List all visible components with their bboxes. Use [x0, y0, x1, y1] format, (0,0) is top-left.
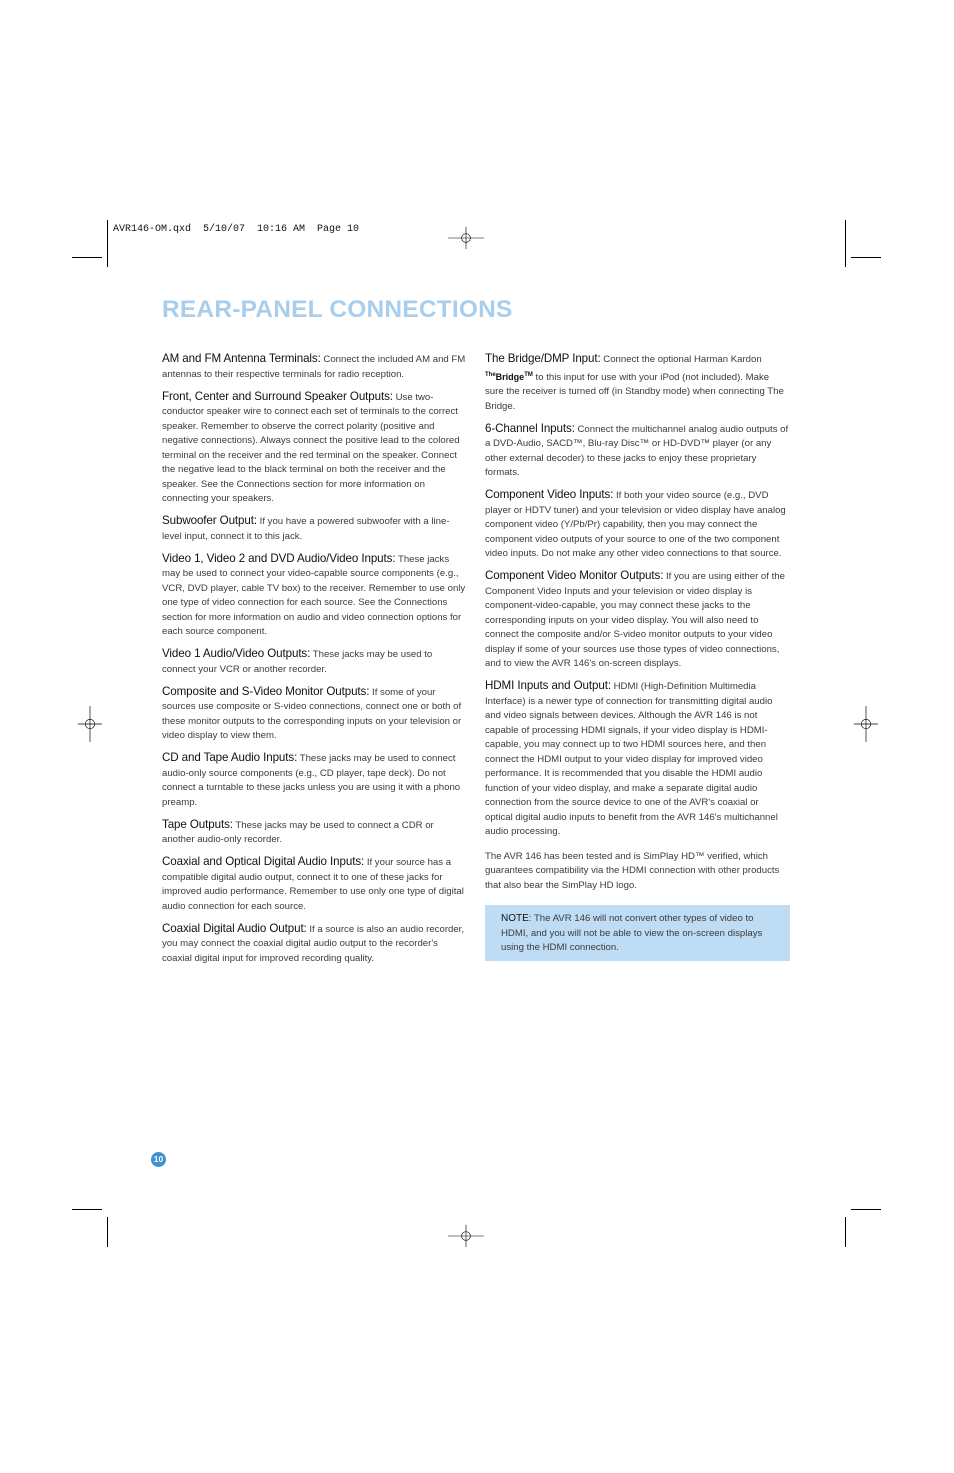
crop-mark [845, 220, 846, 267]
page-title: REAR-PANEL CONNECTIONS [162, 296, 513, 323]
section-component-inputs [485, 488, 789, 562]
section-heading: The Bridge/DMP Input: [485, 352, 601, 365]
the-bridge-logo [485, 372, 533, 382]
registration-mark-icon [72, 706, 108, 742]
section-subwoofer-output [162, 514, 466, 544]
section-heading: AM and FM Antenna Terminals: [162, 352, 321, 365]
section-heading: Component Video Monitor Outputs: [485, 569, 664, 582]
section-heading: Composite and S-Video Monitor Outputs: [162, 684, 370, 698]
section-heading: Coaxial Digital Audio Output: [162, 921, 307, 935]
section-digital-audio-inputs [162, 855, 466, 914]
section-body: These jacks may be used to connect a CDR or another audio-only recorder. [162, 819, 434, 845]
section-speaker-outputs [162, 390, 466, 507]
crop-mark [851, 257, 881, 258]
logo-suffix: TM [524, 371, 533, 378]
section-tape-outputs [162, 818, 466, 848]
registration-mark-icon [448, 1218, 484, 1254]
note-text: : The AVR 146 will not convert other types of video to HDMI, and you will not be able to view the on-screen displays using the HDMI connection. [501, 913, 763, 953]
section-body: HDMI (High-Definition Multimedia Interface) is a newer type of connection for transmitting digital audio and video signals between devices. Although the AVR 146 is not capable of processing HDMI signals, if your video display is HDMI-capable, you may connect up to two HDMI sources here, and then connect the HDMI output to your video display for improved video performance. It is recommended that you disable the HDMI audio function of your video display, and make a separate digital audio connection from the source device to one of the AVR's coaxial or optical digital audio inputs to benefit from the AVR 146's multichannel audio processing. [485, 681, 778, 837]
section-hdmi [485, 679, 789, 840]
section-video1-outputs [162, 647, 466, 677]
section-body: These jacks may be used to connect audio-only source components (e.g., CD player, tape deck). Do not connect a turntable to these jacks unless you are using it with a phono preamp. [162, 753, 461, 808]
logo-prefix: The [485, 371, 496, 378]
note-box [485, 905, 790, 961]
registration-mark-icon [448, 220, 484, 256]
section-bridge-input [485, 352, 789, 414]
print-slug: AVR146-OM.qxd 5/10/07 10:16 AM Page 10 [113, 224, 360, 235]
section-heading: Video 1 Audio/Video Outputs: [162, 647, 311, 660]
section-component-monitor [485, 569, 789, 672]
section-heading: 6-Channel Inputs: [485, 421, 575, 435]
section-heading: Coaxial and Optical Digital Audio Inputs: [162, 855, 365, 868]
section-body: Connect the included AM and FM antennas to their respective terminals for radio reception. [162, 354, 466, 380]
section-body: If you have a powered subwoofer with a line-level input, connect it to this jack. [162, 516, 450, 542]
section-body: to this input for use with your iPod (not included). Make sure the receiver is turned off (in Standby mode) when connecting The Bridge. [485, 371, 784, 412]
crop-mark [851, 1209, 881, 1210]
section-heading: Tape Outputs: [162, 817, 233, 831]
registration-mark-icon [848, 706, 884, 742]
simplay-text: The AVR 146 has been tested and is SimPlay HD™ verified, which guarantees compatibility via the HDMI connection with other products that also bear the SimPlay HD logo. [485, 850, 780, 891]
simplay-paragraph [485, 850, 789, 894]
section-body: If you are using either of the Component Video Inputs and your television or video display is component-video-capable, you may connect these jacks to the corresponding inputs on your video display. You will also need to connect the composite and/or S-video monitor outputs to your video display if some of your sources use those types of video connections, and to view the AVR 146's on-screen displays. [485, 571, 785, 669]
note-label: NOTE [501, 913, 529, 924]
section-heading: Component Video Inputs: [485, 488, 614, 501]
page-number-badge: 10 [151, 1152, 166, 1167]
section-heading: Front, Center and Surround Speaker Outputs: [162, 389, 393, 403]
section-body: These jacks may be used to connect your VCR or another recorder. [162, 649, 433, 675]
section-video-inputs [162, 552, 466, 640]
crop-mark [72, 257, 102, 258]
crop-mark [845, 1217, 846, 1247]
left-column [162, 352, 466, 974]
section-body: Connect the optional Harman Kardon [603, 354, 762, 365]
section-body: If a source is also an audio recorder, you may connect the coaxial digital audio output to the recorder's coaxial digital input for improved recording quality. [162, 923, 465, 964]
logo-text: Bridge [495, 371, 525, 382]
section-heading: CD and Tape Audio Inputs: [162, 751, 298, 764]
crop-mark [107, 1217, 108, 1247]
section-6ch-inputs [485, 422, 789, 481]
section-body: If your source has a compatible digital audio output, connect it to one of these jacks for improved audio performance. Remember to use only one type of digital audio connection for each source. [162, 857, 464, 912]
right-column [485, 352, 789, 961]
crop-mark [72, 1209, 102, 1210]
section-heading: HDMI Inputs and Output: [485, 679, 611, 692]
section-body: If both your video source (e.g., DVD player or HDTV tuner) and your television or video display have analog component video (Y/Pb/Pr) capability, then you may connect the component video outputs of your source to one of the two component video inputs. Do not make any other video connections to that source. [485, 490, 786, 559]
section-body: Use two-conductor speaker wire to connect each set of terminals to the correct speaker. Remember to observe the correct polarity (positive and negative connections). Always connect the positive lead to the colored terminal on the receiver and the red terminal on the speaker. Connect the negative lead to the black terminal on both the receiver and the speaker. See the Connections section for more information on connecting your speakers. [162, 391, 460, 504]
section-body: These jacks may be used to connect your video-capable source components (e.g., VCR, DVD player, cable TV box) to the receiver. Remember to use only one type of video connection for each source. See the Connections section for more information on audio and video connection options for each source component. [162, 553, 466, 637]
section-heading: Subwoofer Output: [162, 514, 257, 527]
section-am-fm-antenna [162, 352, 466, 382]
crop-mark [107, 220, 108, 267]
section-heading: Video 1, Video 2 and DVD Audio/Video Inputs: [162, 551, 396, 565]
section-coax-digital-output [162, 922, 466, 967]
section-body: If some of your sources use composite or S-video connections, connect one or both of these monitor outputs to the corresponding inputs on your television or video display to view them. [162, 686, 462, 741]
section-monitor-outputs [162, 685, 466, 744]
section-body: Connect the multichannel analog audio outputs of a DVD-Audio, SACD™, Blu-ray Disc™ or HD-DVD™ player (or any other external decoder) to these jacks to enjoy these proprietary formats. [485, 423, 789, 478]
section-cd-tape-inputs [162, 751, 466, 810]
